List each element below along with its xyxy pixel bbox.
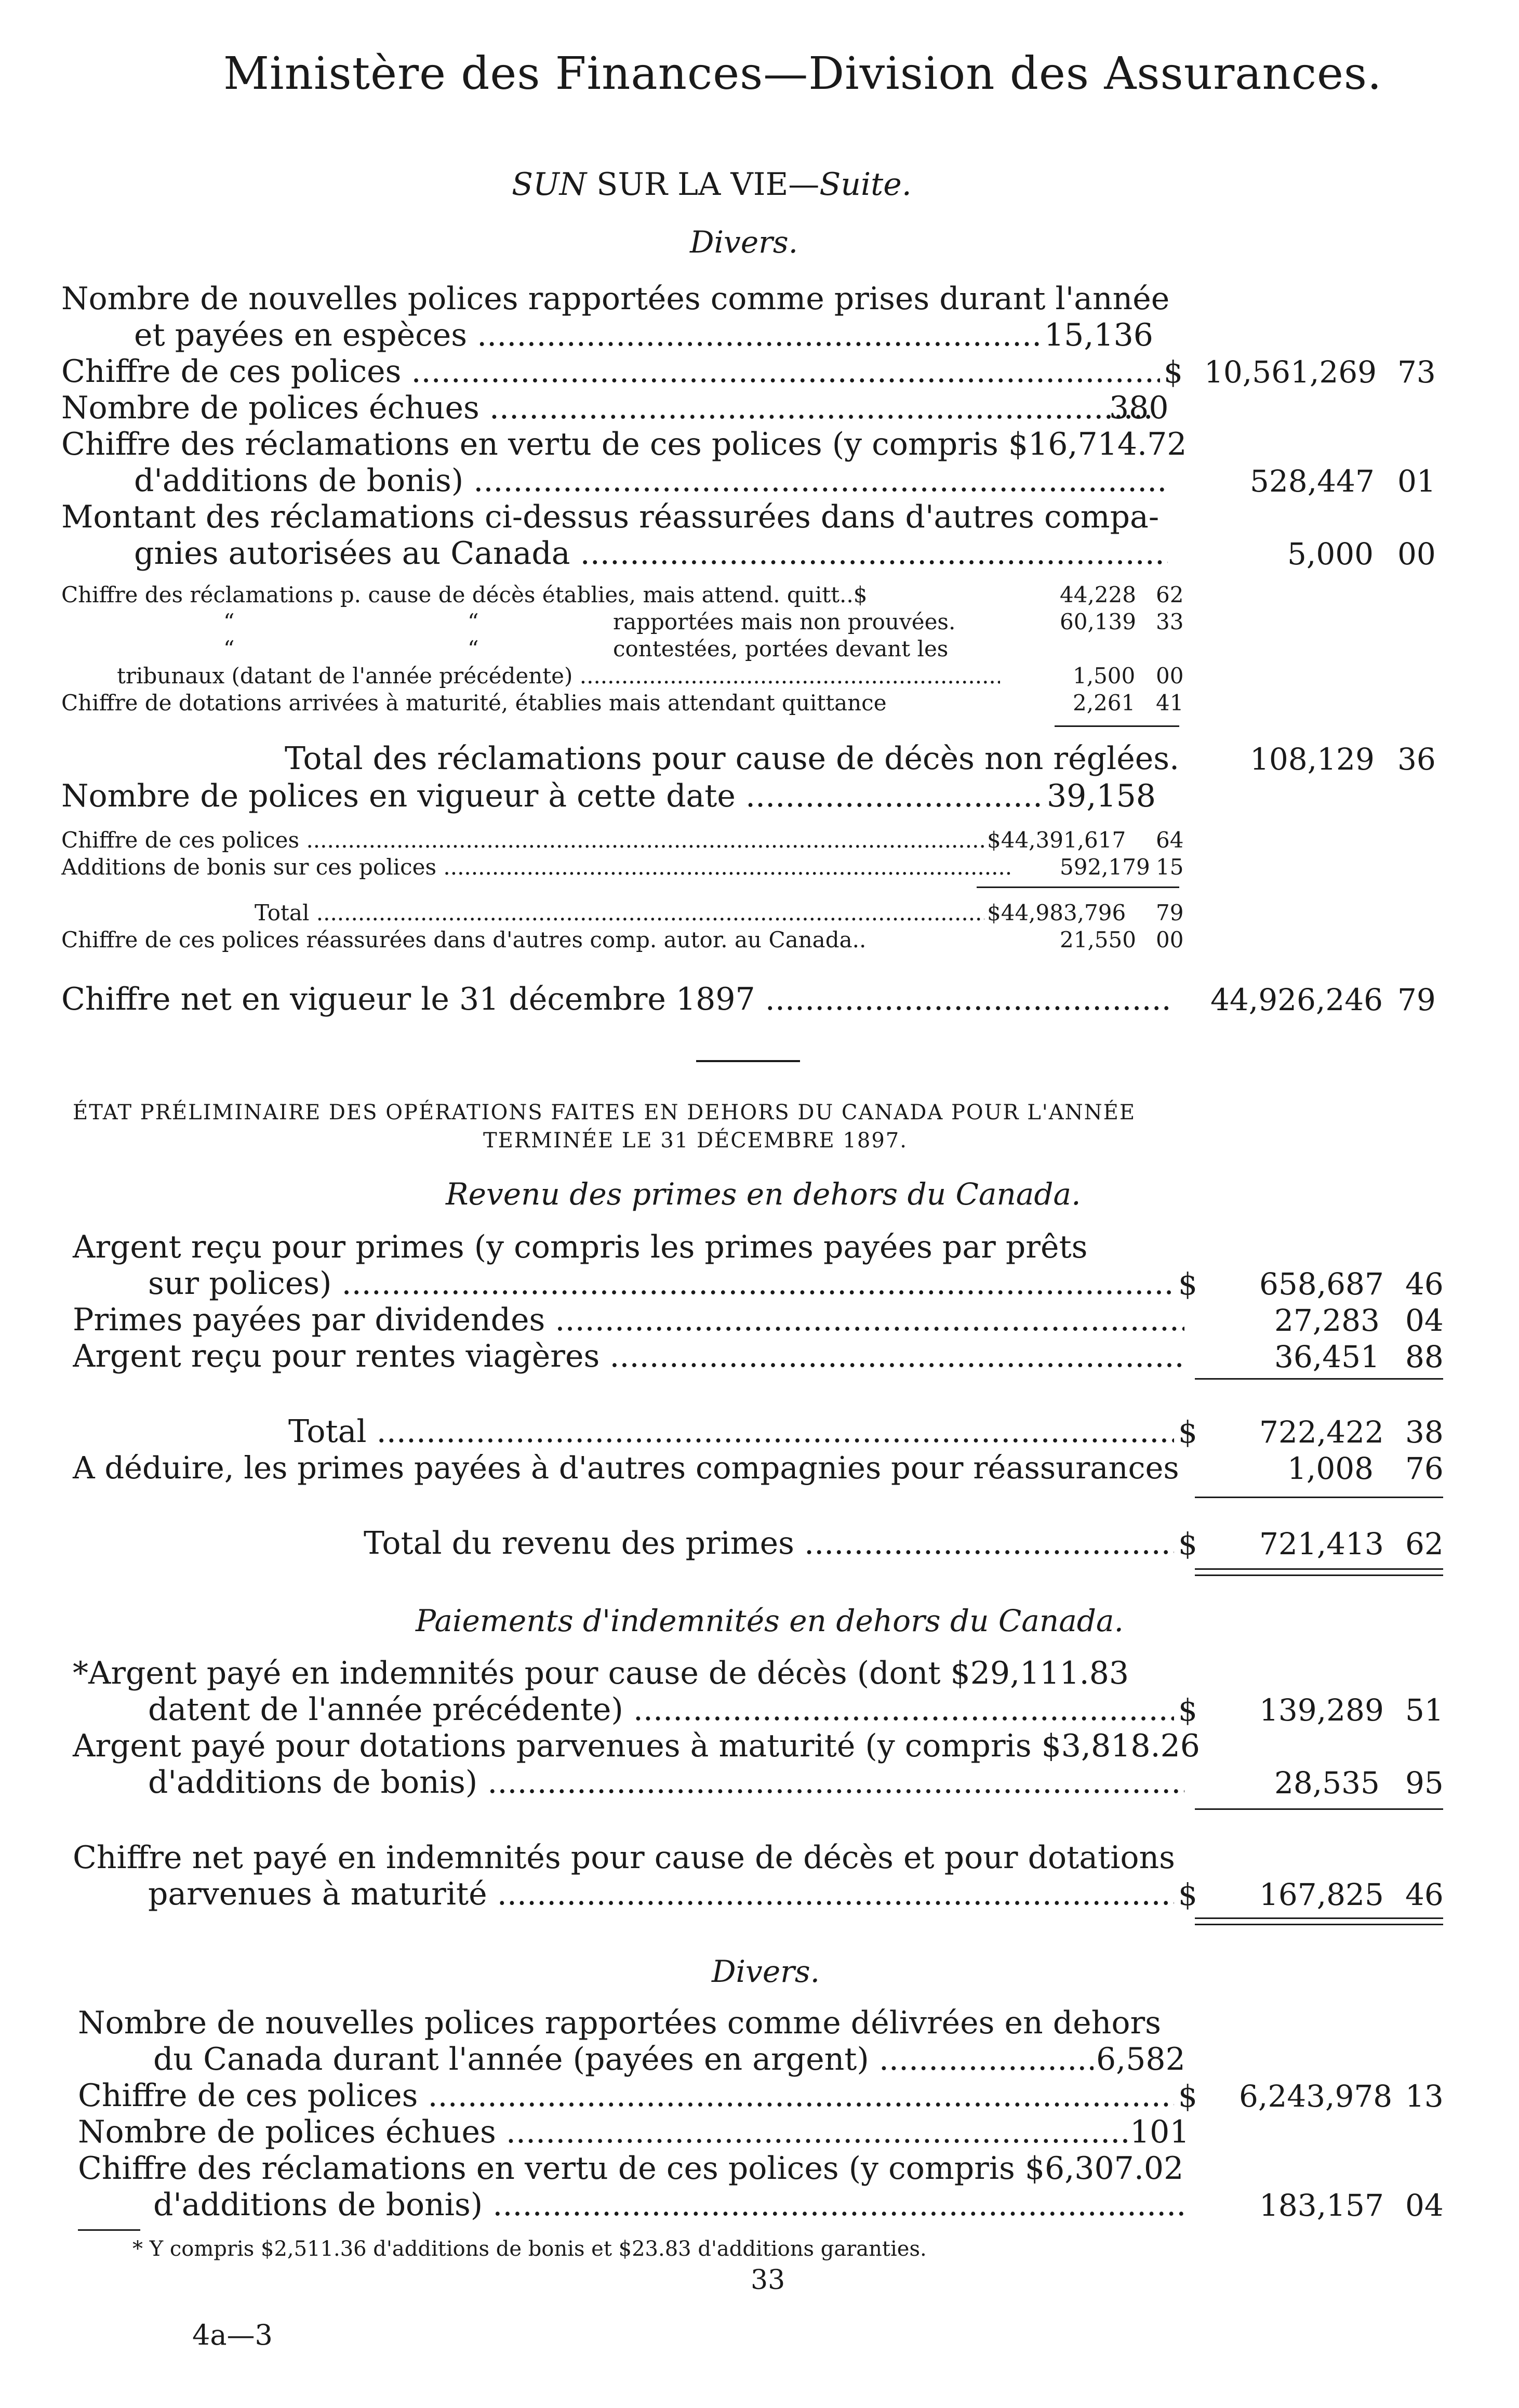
premiums-received-dollar: $ [1178,1266,1197,1302]
reinsurance-deduction-amount: 1,008 [1287,1451,1374,1486]
in-force-total-label: Total ..... [255,900,984,925]
subtotal-rule [977,887,1179,888]
double-rule [1195,1924,1443,1925]
statement-title-line-2: TERMINÉE LE 31 DÉCEMBRE 1897. [483,1129,908,1153]
annuities-amount: 36,451 [1274,1339,1380,1374]
in-force-cents: 64 [1156,827,1184,853]
claims-line-1: Chiffre des réclamations en vertu de ces polices (y compris $16,714.72 [61,426,1187,462]
premiums-total-dollar: $ [1178,1414,1197,1450]
policies-amount-label: Chiffre de ces polices ..... [61,353,1160,390]
endowments-paid-amount: 28,535 [1274,1765,1380,1801]
foreign-matured-label: Nombre de polices échues ..... [78,2114,1130,2150]
double-rule [1195,1917,1443,1919]
matured-policies-label: Nombre de polices échues ..... [61,390,1152,426]
ditto-mark: “ [468,636,479,661]
premium-revenue-total-dollar: $ [1178,1526,1197,1562]
foreign-policies-amount-value: 6,243,978 [1239,2079,1393,2114]
new-policies-line-2: et payées en espèces ..... [134,317,1043,353]
section-title-suite: Suite. [819,166,912,203]
foreign-claims-cents: 04 [1405,2188,1444,2223]
revenue-heading: Revenu des primes en dehors du Canada. [446,1176,1081,1212]
endowments-cents: 41 [1156,690,1184,716]
endowments-label: Chiffre de dotations arrivées à maturité, établies mais attendant quittance [61,690,887,716]
net-indemnities-dollar: $ [1178,1877,1197,1912]
divers-heading-2: Divers. [712,1954,820,1989]
death-claims-paid-cents: 51 [1405,1692,1444,1728]
ditto-mark: “ [468,609,479,634]
premium-revenue-total-amount: 721,413 [1259,1526,1384,1562]
in-force-amount: $44,391,617 [987,827,1126,853]
dividend-premiums-cents: 04 [1405,1303,1444,1338]
unproven-claims-label: rapportées mais non prouvées. [613,609,956,634]
reinsured-in-force-amount: 21,550 [1060,927,1136,952]
policies-amount-dollar: $ [1164,354,1183,390]
ditto-mark: “ [223,609,235,634]
endowments-paid-line-2: d'additions de bonis) ..... [148,1764,1184,1801]
total-rule [1195,1378,1443,1380]
reinsured-claims-cents: 00 [1397,536,1436,572]
divers-heading-1: Divers. [690,224,798,260]
foreign-policies-amount-label: Chiffre de ces polices ..... [78,2078,1174,2114]
unsettled-claims-total-cents: 36 [1397,742,1436,777]
reinsured-in-force-label: Chiffre de ces polices réassurées dans d'autres comp. autor. au Canada.. [61,927,867,952]
death-claims-paid-dollar: $ [1178,1692,1197,1728]
premium-revenue-total-cents: 62 [1405,1526,1444,1562]
pending-claims-cents: 62 [1156,582,1184,607]
foreign-claims-line-2: d'additions de bonis) ..... [153,2187,1184,2223]
foreign-new-policies-count: 6,582 [1096,2041,1185,2078]
premiums-received-line-2: sur polices) ..... [148,1265,1174,1302]
bonus-additions-cents: 15 [1156,854,1184,880]
contested-claims-amount: 1,500 [1073,663,1136,689]
premiums-received-amount: 658,687 [1259,1266,1384,1302]
total-rule [1195,1808,1443,1810]
reinsurance-deduction-cents: 76 [1405,1451,1444,1486]
death-claims-paid-line-1: *Argent payé en indemnités pour cause de décès (dont $29,111.83 [73,1655,1129,1691]
pending-claims-label: Chiffre des réclamations p. cause de décès établies, mais attend. quitt..$ [61,582,868,607]
net-indemnities-line-1: Chiffre net payé en indemnités pour cause de décès et pour dotations [73,1840,1175,1876]
annuities-label: Argent reçu pour rentes viagères ..... [73,1338,1184,1374]
dividend-premiums-amount: 27,283 [1274,1303,1380,1338]
claims-line-2: d'additions de bonis) ..... [134,462,1168,499]
endowments-paid-line-1: Argent payé pour dotations parvenues à maturité (y compris $3,818.26 [73,1728,1200,1764]
in-force-total-cents: 79 [1156,900,1184,925]
claims-cents: 01 [1397,464,1436,499]
contested-claims-cents: 00 [1156,663,1184,689]
section-title-main: SUR LA VIE— [587,166,820,203]
net-in-force-cents: 79 [1397,982,1436,1017]
policies-in-force-label: Nombre de polices en vigueur à cette date ..... [61,778,1046,814]
in-force-amount-label: Chiffre de ces polices ..... [61,827,986,853]
page-title: Ministère des Finances—Division des Assurances. [223,48,1382,100]
total-rule [1195,1497,1443,1498]
net-indemnities-amount: 167,825 [1259,1877,1384,1912]
indemnity-payments-heading: Paiements d'indemnités en dehors du Canada. [416,1603,1124,1638]
policies-amount-cents: 73 [1397,354,1436,390]
foreign-claims-amount: 183,157 [1259,2188,1384,2223]
dividend-premiums-label: Primes payées par dividendes ..... [73,1302,1184,1338]
premiums-total-cents: 38 [1405,1414,1444,1450]
bonus-additions-label: Additions de bonis sur ces polices ..... [61,854,1012,880]
ditto-mark: “ [223,636,235,661]
foreign-claims-line-1: Chiffre des réclamations en vertu de ces polices (y compris $6,307.02 [78,2150,1184,2187]
foreign-policies-amount-dollar: $ [1178,2079,1197,2114]
premiums-received-line-1: Argent reçu pour primes (y compris les primes payées par prêts [73,1229,1088,1265]
net-indemnities-line-2: parvenues à maturité ..... [148,1876,1174,1912]
death-claims-paid-amount: 139,289 [1259,1692,1384,1728]
unproven-claims-amount: 60,139 [1060,609,1136,634]
policies-amount-value: 10,561,269 [1204,354,1377,390]
premium-revenue-total-label: Total du revenu des primes ..... [364,1525,1174,1562]
new-policies-line-1: Nombre de nouvelles polices rapportées comme prises durant l'année [61,281,1170,317]
policies-in-force-count: 39,158 [1047,778,1156,814]
premiums-total-amount: 722,422 [1259,1414,1384,1450]
footnote: * Y compris $2,511.36 d'additions de bonis et $23.83 d'additions garanties. [132,2237,927,2261]
new-policies-count: 15,136 [1044,317,1153,353]
in-force-total-amount: $44,983,796 [987,900,1126,925]
statement-title-line-1: ÉTAT PRÉLIMINAIRE DES OPÉRATIONS FAITES EN DEHORS DU CANADA POUR L'ANNÉE [73,1101,1136,1124]
foreign-new-policies-line-1: Nombre de nouvelles polices rapportées comme délivrées en dehors [78,2005,1161,2041]
matured-policies-count: 380 [1109,390,1169,426]
subtotal-rule [1055,725,1179,727]
premiums-received-cents: 46 [1405,1266,1444,1302]
unproven-claims-cents: 33 [1156,609,1184,634]
foreign-matured-count: 101 [1130,2114,1190,2150]
pending-claims-amount: 44,228 [1060,582,1136,607]
double-rule [1195,1568,1443,1570]
reinsured-claims-line-2: gnies autorisées au Canada ..... [134,535,1168,572]
foreign-policies-amount-cents: 13 [1405,2079,1444,2114]
foreign-new-policies-line-2: du Canada durant l'année (payées en argent) ..... [153,2041,1094,2078]
bonus-additions-amount: 592,179 [1060,854,1150,880]
footnote-rule [78,2229,140,2231]
double-rule [1195,1575,1443,1576]
unsettled-claims-total-amount: 108,129 [1250,742,1375,777]
premiums-total-label: Total ..... [288,1413,1174,1450]
signature-mark: 4a—3 [192,2319,273,2351]
section-title [512,166,912,203]
annuities-cents: 88 [1405,1339,1444,1374]
endowments-paid-cents: 95 [1405,1765,1444,1801]
unsettled-claims-total-label: Total des réclamations pour cause de décès non réglées. [285,740,1180,777]
company-name: SUN [512,166,587,203]
endowments-amount: 2,261 [1073,690,1136,716]
contested-claims-label: contestées, portées devant les [613,636,949,661]
net-indemnities-cents: 46 [1405,1877,1444,1912]
death-claims-paid-line-2: datent de l'année précédente) ..... [148,1691,1174,1728]
reinsurance-deduction-label: A déduire, les primes payées à d'autres compagnies pour réassurances [73,1450,1179,1486]
contested-claims-line-2: tribunaux (datant de l'année précédente) ..... [117,663,1000,689]
page-number: 33 [751,2265,785,2296]
net-in-force-label: Chiffre net en vigueur le 31 décembre 1897 ..... [61,981,1170,1017]
reinsured-claims-line-1: Montant des réclamations ci-dessus réassurées dans d'autres compa- [61,499,1160,535]
reinsured-claims-amount: 5,000 [1287,536,1374,572]
claims-amount: 528,447 [1250,464,1375,499]
section-divider [696,1060,800,1062]
net-in-force-amount: 44,926,246 [1210,982,1383,1017]
reinsured-in-force-cents: 00 [1156,927,1184,952]
